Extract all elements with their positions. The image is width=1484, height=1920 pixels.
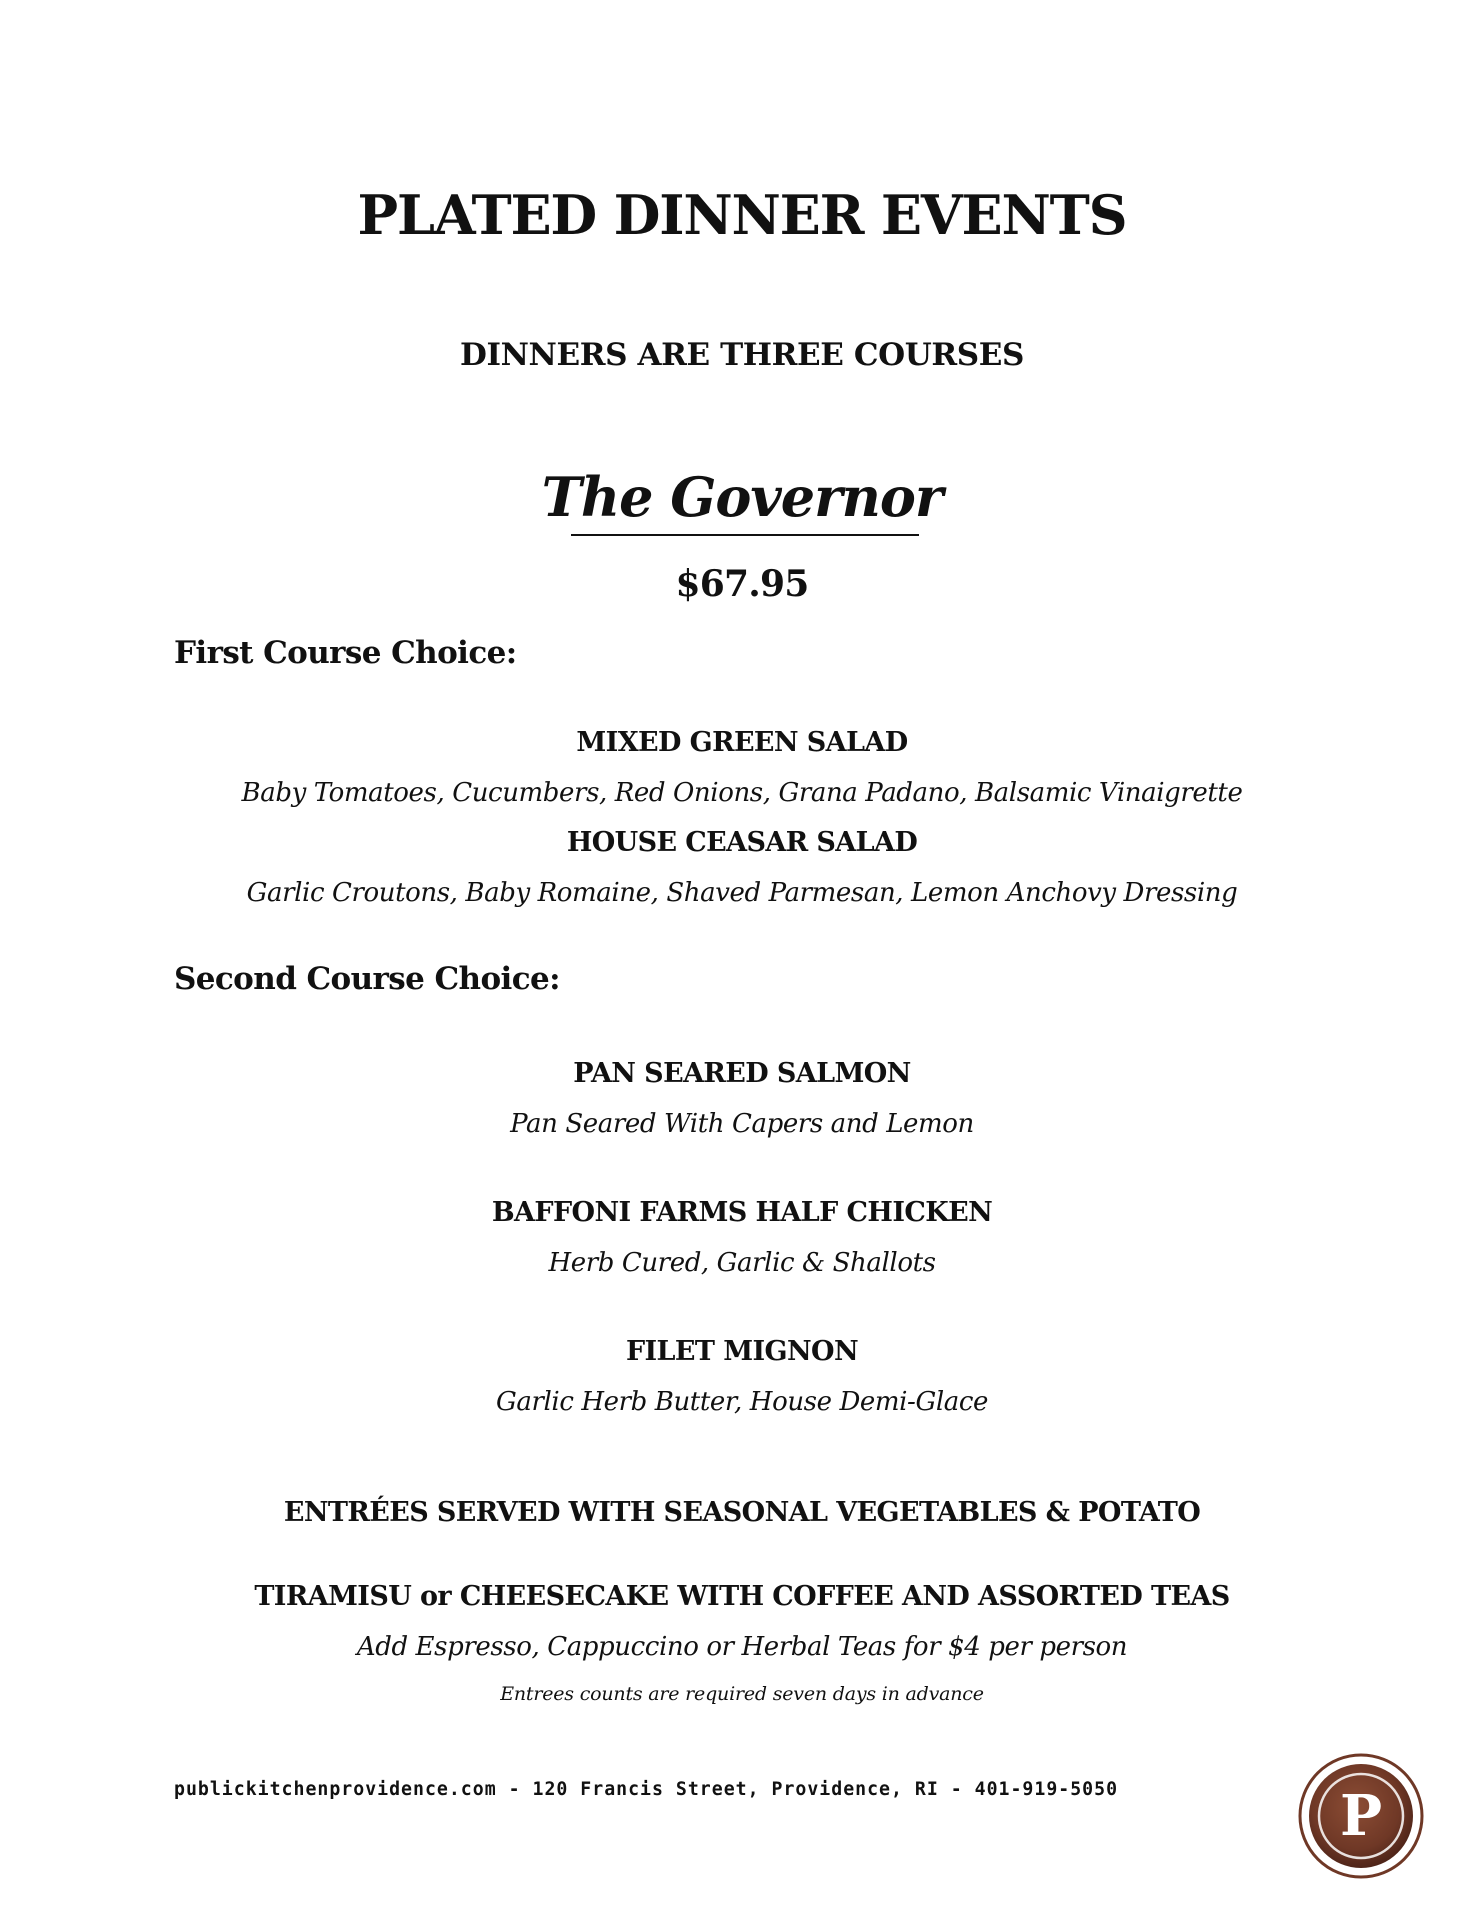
dessert-title: TIRAMISU or CHEESECAKE WITH COFFEE AND ASSORTED TEAS: [254, 1581, 1230, 1612]
first-course-item-name: HOUSE CEASAR SALAD: [566, 827, 918, 858]
page-title: PLATED DINNER EVENTS: [357, 183, 1127, 247]
second-course-item-description: Garlic Herb Butter, House Demi-Glace: [496, 1387, 988, 1417]
second-course-item-description: Herb Cured, Garlic & Shallots: [548, 1248, 936, 1278]
package-name: The Governor: [541, 465, 943, 529]
first-course-item-description: Baby Tomatoes, Cucumbers, Red Onions, Grana Padano, Balsamic Vinaigrette: [241, 778, 1243, 808]
second-course-item-name: PAN SEARED SALMON: [573, 1058, 911, 1089]
entrees-side-note: ENTRÉES SERVED WITH SEASONAL VEGETABLES & POTATO: [283, 1497, 1201, 1528]
first-course-heading: First Course Choice:: [174, 635, 517, 671]
second-course-item-name: BAFFONI FARMS HALF CHICKEN: [491, 1197, 993, 1228]
dessert-addon: Add Espresso, Cappuccino or Herbal Teas for $4 per person: [356, 1632, 1128, 1662]
advance-notice: Entrees counts are required seven days in advance: [500, 1683, 984, 1705]
logo-letter: P: [1339, 1783, 1383, 1849]
courses-subtitle: DINNERS ARE THREE COURSES: [460, 337, 1024, 373]
first-course-item-description: Garlic Croutons, Baby Romaine, Shaved Parmesan, Lemon Anchovy Dressing: [246, 878, 1238, 908]
package-name-underline: [571, 534, 919, 536]
public-kitchen-logo: [1296, 1751, 1426, 1881]
footer-contact: publickitchenprovidence.com - 120 Francis Street, Providence, RI - 401-919-5050: [174, 1779, 1119, 1800]
package-price: $67.95: [675, 563, 809, 605]
second-course-item-name: FILET MIGNON: [625, 1336, 859, 1367]
first-course-item-name: MIXED GREEN SALAD: [576, 727, 908, 758]
second-course-heading: Second Course Choice:: [174, 961, 560, 997]
second-course-item-description: Pan Seared With Capers and Lemon: [510, 1109, 974, 1139]
